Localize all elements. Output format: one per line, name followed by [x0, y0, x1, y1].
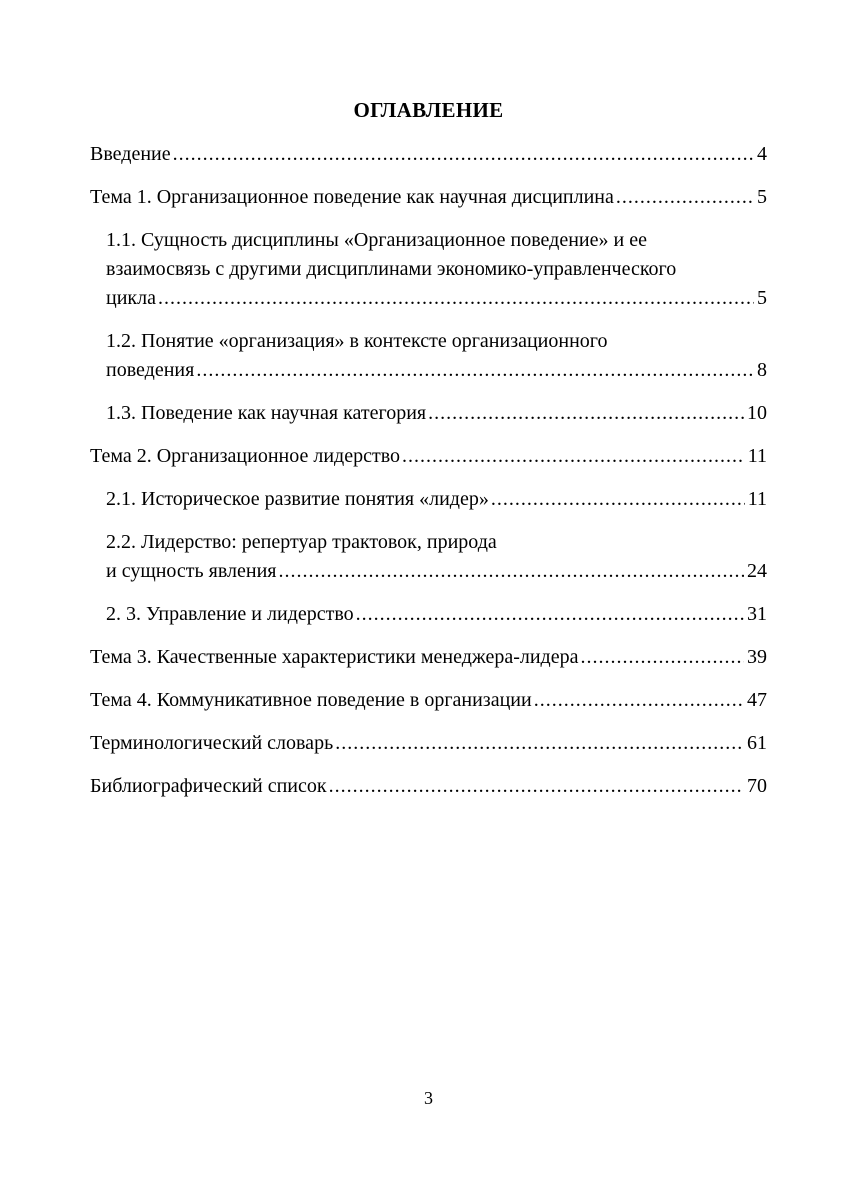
toc-page-number: 8	[757, 359, 767, 381]
toc-entry-label: 2.1. Историческое развитие понятия «лидер»	[106, 488, 489, 510]
toc-entry-label: Тема 1. Организационное поведение как научная дисциплина	[90, 186, 614, 208]
dot-leader	[196, 356, 754, 385]
toc-page-number: 10	[747, 402, 767, 424]
page-number: 3	[424, 1088, 433, 1108]
dot-leader	[335, 729, 744, 758]
dot-leader	[402, 442, 745, 471]
toc-entry-label: Терминологический словарь	[90, 732, 334, 754]
toc-entry-section-2-1[interactable]	[90, 485, 767, 514]
toc-entry-label: Введение	[90, 143, 171, 165]
toc-page-number: 5	[757, 287, 767, 309]
dot-leader	[534, 686, 744, 715]
toc-page-number: 61	[747, 732, 767, 754]
toc-entry-label-line: взаимосвязь с другими дисциплинами экономико-управленческого	[106, 258, 677, 280]
toc-entry-section-2-2[interactable]	[90, 528, 767, 586]
page-title: ОГЛАВЛЕНИЕ	[353, 98, 504, 122]
dot-leader	[173, 140, 754, 169]
toc-entry-section-1-3[interactable]	[90, 399, 767, 428]
toc-page-number: 5	[757, 186, 767, 208]
toc-entry-label: цикла	[106, 287, 156, 309]
toc-page-number: 70	[747, 775, 767, 797]
toc-entry-topic-1[interactable]	[90, 183, 767, 212]
toc-entry-bibliography[interactable]	[90, 772, 767, 801]
toc-entry-label-line: 1.1. Сущность дисциплины «Организационное поведение» и ее	[106, 229, 647, 251]
toc-page-number: 39	[747, 646, 767, 668]
toc-page-number: 31	[747, 603, 767, 625]
toc-page-number: 11	[747, 445, 767, 467]
toc-page-number: 11	[747, 488, 767, 510]
toc-entry-label: Тема 4. Коммуникативное поведение в организации	[90, 689, 532, 711]
dot-leader	[580, 643, 744, 672]
dot-leader	[329, 772, 744, 801]
toc-entry-label: Тема 2. Организационное лидерство	[90, 445, 401, 467]
dot-leader	[356, 600, 744, 629]
toc-page-number: 24	[747, 560, 767, 582]
dot-leader	[279, 557, 745, 586]
toc-entry-section-1-2[interactable]	[90, 327, 767, 385]
toc-entry-label: Библиографический список	[90, 775, 327, 797]
toc-entry-label: Тема 3. Качественные характеристики менеджера-лидера	[90, 646, 579, 668]
toc-entry-section-2-3[interactable]	[90, 600, 767, 629]
toc-entry-label: и сущность явления	[106, 560, 277, 582]
toc-entry-section-1-1[interactable]	[90, 226, 767, 313]
dot-leader	[158, 284, 754, 313]
table-of-contents	[90, 140, 767, 815]
toc-entry-introduction[interactable]	[90, 140, 767, 169]
dot-leader	[491, 485, 745, 514]
toc-entry-label-line: 1.2. Понятие «организация» в контексте организационного	[106, 330, 608, 352]
toc-entry-topic-4[interactable]	[90, 686, 767, 715]
toc-entry-topic-2[interactable]	[90, 442, 767, 471]
toc-page-number: 47	[747, 689, 767, 711]
toc-entry-label-line: 2.2. Лидерство: репертуар трактовок, природа	[106, 531, 497, 553]
dot-leader	[616, 183, 754, 212]
toc-entry-label: 2. 3. Управление и лидерство	[106, 603, 354, 625]
toc-entry-glossary[interactable]	[90, 729, 767, 758]
toc-entry-label: 1.3. Поведение как научная категория	[106, 402, 427, 424]
toc-page-number: 4	[757, 143, 767, 165]
dot-leader	[428, 399, 744, 428]
toc-entry-label: поведения	[106, 359, 195, 381]
toc-entry-topic-3[interactable]	[90, 643, 767, 672]
